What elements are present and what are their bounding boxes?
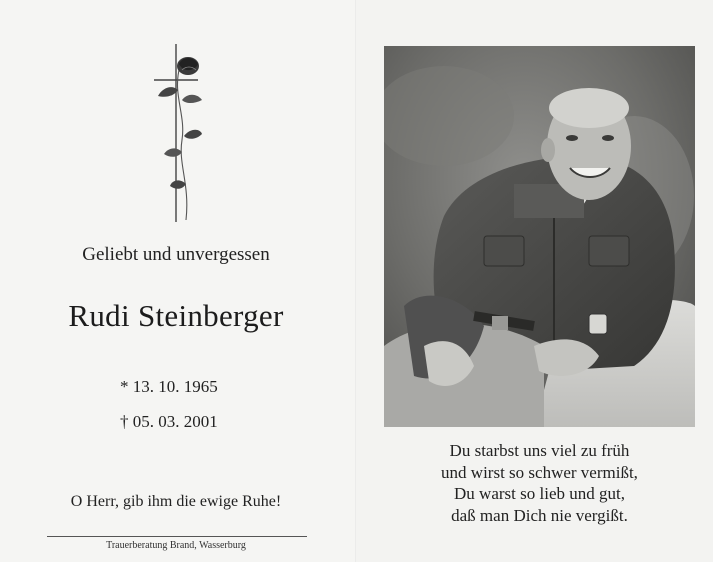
prayer-line: O Herr, gib ihm die ewige Ruhe! [70, 493, 282, 510]
birth-date: * 13. 10. 1965 [120, 377, 218, 396]
poem-line: und wirst so schwer vermißt, [441, 462, 638, 482]
poem-line: daß man Dich nie vergißt. [451, 505, 628, 525]
memorial-subtitle: Geliebt und unvergessen [82, 244, 270, 265]
cross-with-rose-icon [142, 44, 212, 222]
deceased-name: Rudi Steinberger [68, 298, 284, 333]
card-left-panel [0, 0, 356, 562]
poem-line: Du warst so lieb und gut, [454, 484, 625, 503]
portrait-photo [384, 46, 695, 427]
memorial-poem [384, 440, 695, 526]
funeral-home-imprint: Trauerberatung Brand, Wasserburg [106, 540, 246, 551]
death-date: † 05. 03. 2001 [120, 412, 218, 431]
divider-line [47, 536, 307, 537]
poem-line: Du starbst uns viel zu früh [449, 441, 630, 460]
